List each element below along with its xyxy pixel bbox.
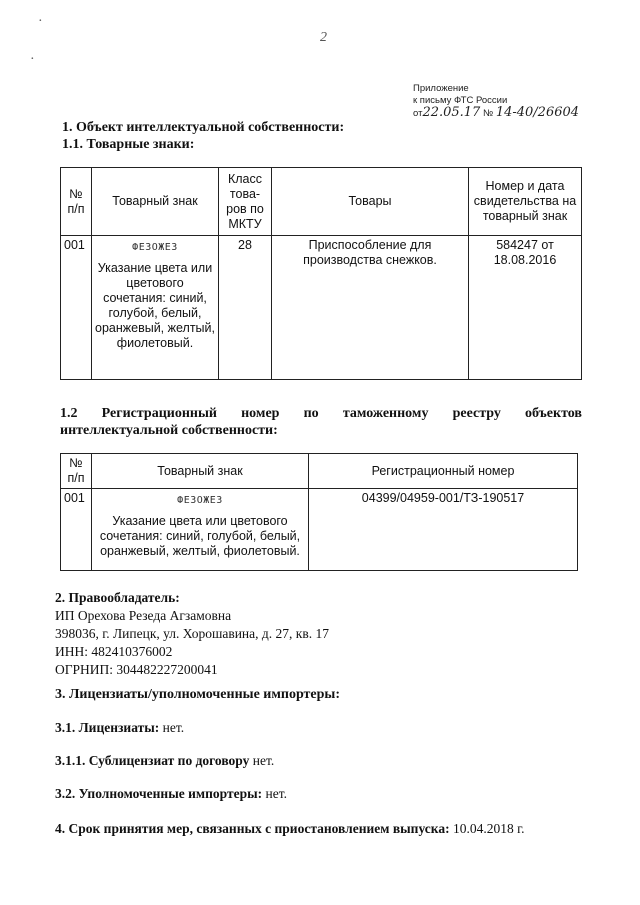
appendix-line1: Приложение <box>413 83 469 94</box>
section12-title-line2: интеллектуальной собственности: <box>60 423 278 438</box>
section12-word: реестру <box>452 406 501 421</box>
owner-block <box>55 589 329 679</box>
section12-word: Регистрационный <box>101 406 217 421</box>
appendix-line3 <box>413 107 579 120</box>
section31-label: 3.1. Лицензиаты: <box>55 720 160 735</box>
section12-word: 1.2 <box>60 406 78 421</box>
table-row <box>61 489 578 571</box>
table-row <box>61 236 582 380</box>
table1-header-class: Класс това-ров по МКТУ <box>219 168 272 236</box>
table2-row-num: 001 <box>61 489 92 571</box>
table2-header-mark: Товарный знак <box>92 454 309 489</box>
table2-header-reg: Регистрационный номер <box>309 454 578 489</box>
table1-row-cert: 584247 от 18.08.2016 <box>469 236 582 380</box>
table2-header-num: № п/п <box>61 454 92 489</box>
appendix-date: 22.05.17 <box>422 105 481 120</box>
registry-table <box>60 453 578 571</box>
section311 <box>55 753 274 769</box>
appendix-number-label: № <box>482 108 494 119</box>
owner-inn: ИНН: 482410376002 <box>55 644 173 659</box>
section32-value: нет. <box>265 786 287 801</box>
trademark-image: ФЕЗОЖЕЗ <box>177 495 223 506</box>
trademarks-table <box>60 167 582 380</box>
table1-header-mark: Товарный знак <box>92 168 219 236</box>
section4 <box>55 821 525 837</box>
section1-title: 1. Объект интеллектуальной собственности: <box>62 120 345 135</box>
section4-value: 10.04.2018 г. <box>453 821 525 836</box>
appendix-number: 14-40/26604 <box>495 105 580 120</box>
section31-value: нет. <box>162 720 185 735</box>
section31 <box>55 720 184 736</box>
section311-value: нет. <box>252 753 275 768</box>
section311-label: 3.1.1. Сублицензиат по договору <box>55 753 250 768</box>
table1-header-row <box>61 168 582 236</box>
trademark-image: ФЕЗОЖЕЗ <box>132 242 178 253</box>
appendix-from-label: от <box>413 108 423 119</box>
page-mark: 2 <box>320 30 327 45</box>
section12-word: объектов <box>524 406 582 421</box>
table1-row-goods: Приспособление для производства снежков. <box>272 236 469 380</box>
owner-ogrnip: ОГРНИП: 304482227200041 <box>55 662 218 677</box>
table1-row-class: 28 <box>219 236 272 380</box>
section12-title <box>60 405 582 422</box>
table1-header-num: № п/п <box>61 168 92 236</box>
table2-header-row <box>61 454 578 489</box>
table1-row-mark-text: Указание цвета или цветового сочетания: синий, голубой, белый, оранжевый, желтый, фиолетовый. <box>95 261 215 350</box>
table1-row-num: 001 <box>61 236 92 380</box>
owner-address: 398036, г. Липецк, ул. Хорошавина, д. 27, кв. 17 <box>55 626 329 641</box>
section32-label: 3.2. Уполномоченные импортеры: <box>55 786 263 801</box>
scan-dot: · <box>38 14 43 29</box>
section12-word: по <box>303 406 319 421</box>
table1-header-cert: Номер и дата свидетельства на товарный знак <box>469 168 582 236</box>
section32 <box>55 786 287 802</box>
table1-header-goods: Товары <box>272 168 469 236</box>
appendix-line2: к письму ФТС России <box>413 95 508 106</box>
table2-row-reg: 04399/04959-001/ТЗ-190517 <box>309 489 578 571</box>
owner-name: ИП Орехова Резеда Агзамовна <box>55 608 232 623</box>
section3-title: 3. Лицензиаты/уполномоченные импортеры: <box>55 687 341 702</box>
appendix-block <box>413 83 579 120</box>
table1-row-mark <box>92 236 219 380</box>
section12-word: таможенному <box>342 406 429 421</box>
table2-row-mark-text: Указание цвета или цветового сочетания: синий, голубой, белый, оранжевый, желтый, фиолетовый. <box>99 514 301 558</box>
section12-word: номер <box>241 406 280 421</box>
section1-subtitle: 1.1. Товарные знаки: <box>62 137 195 152</box>
section4-label: 4. Срок принятия мер, связанных с приостановлением выпуска: <box>55 821 450 836</box>
scan-dot: · <box>30 52 35 67</box>
table2-row-mark <box>92 489 309 571</box>
owner-title: 2. Правообладатель: <box>55 590 180 605</box>
